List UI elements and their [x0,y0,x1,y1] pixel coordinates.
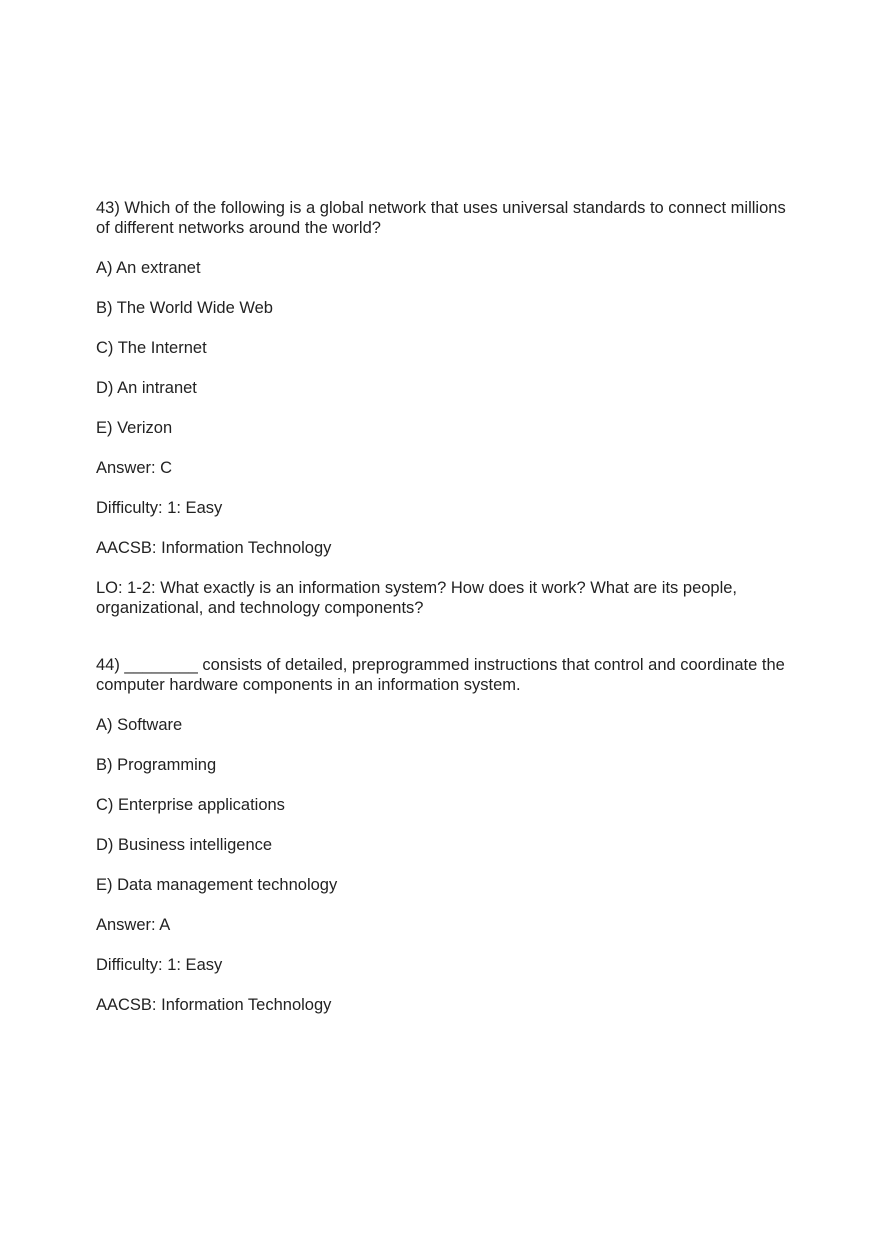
difficulty: Difficulty: 1: Easy [96,499,223,517]
question-43 [96,198,796,618]
option-e: E) Verizon [96,419,173,437]
answer: Answer: C [96,459,173,477]
option-c: C) Enterprise applications [96,796,285,814]
question-stem: 44) ________ consists of detailed, preprogrammed instructions that control and coordinate the computer hardware components in an information system. [96,656,785,694]
option-d: D) Business intelligence [96,836,273,854]
aacsb: AACSB: Information Technology [96,996,332,1014]
option-d: D) An intranet [96,379,197,397]
option-e: E) Data management technology [96,876,338,894]
answer: Answer: A [96,916,171,934]
option-a: A) Software [96,716,183,734]
option-b: B) Programming [96,756,217,774]
learning-objective: LO: 1-2: What exactly is an information system? How does it work? What are its people, organizational, and technology components? [96,579,738,617]
aacsb: AACSB: Information Technology [96,539,332,557]
question-44 [96,655,796,1035]
option-a: A) An extranet [96,259,201,277]
question-stem: 43) Which of the following is a global network that uses universal standards to connect millions of different networks around the world? [96,199,786,237]
option-b: B) The World Wide Web [96,299,273,317]
difficulty: Difficulty: 1: Easy [96,956,223,974]
option-c: C) The Internet [96,339,207,357]
